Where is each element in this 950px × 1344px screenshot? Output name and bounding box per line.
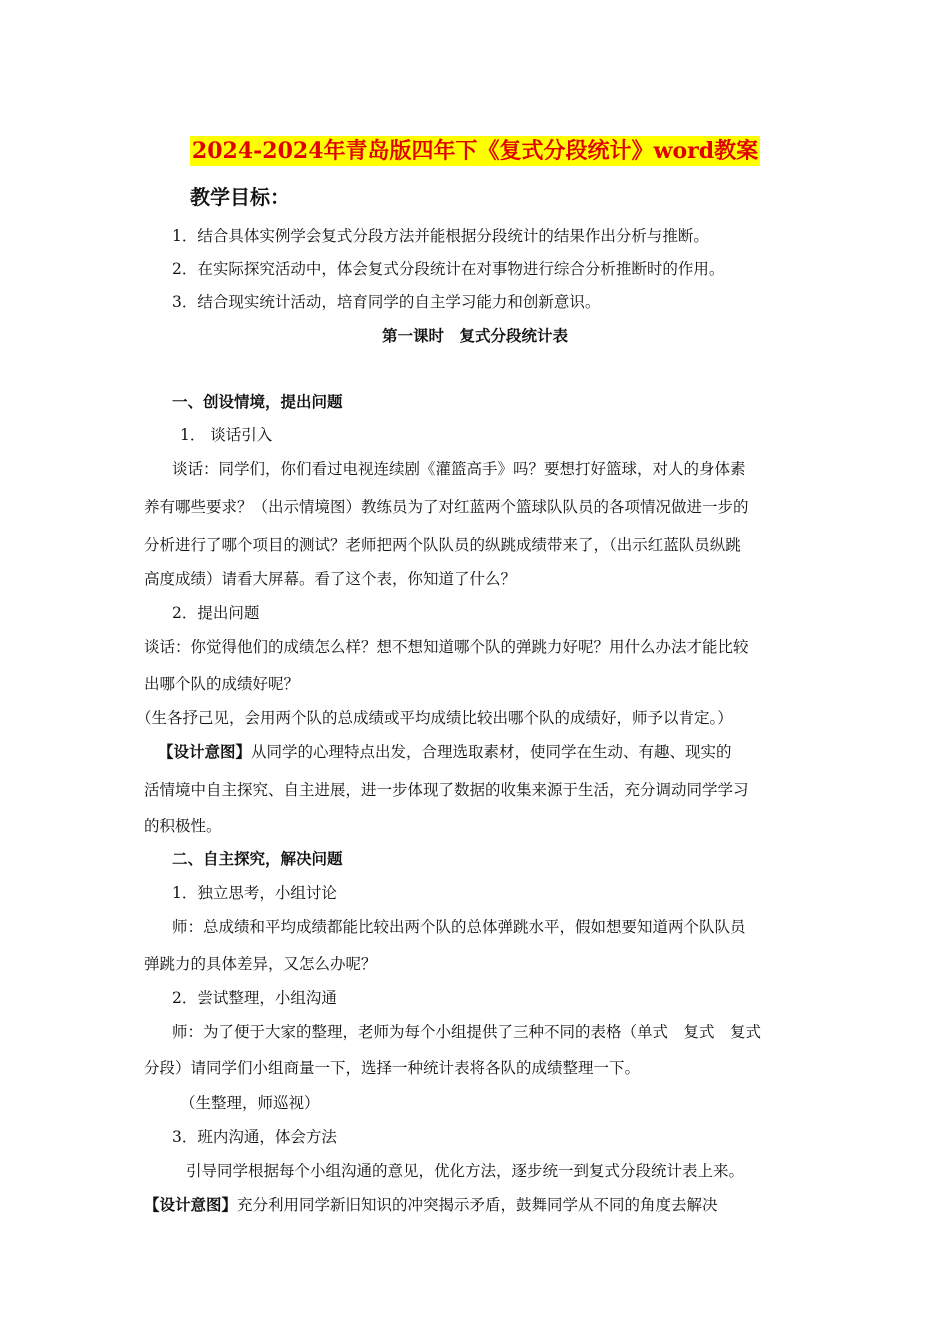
section1-para2-line1: 谈话：你觉得他们的成绩怎么样？想不想知道哪个队的弹跳力好呢？用什么办法才能比较 — [144, 638, 749, 656]
section1-sub1: 1． 谈话引入 — [180, 426, 273, 444]
objective-item-1: 1．结合具体实例学会复式分段方法并能根据分段统计的结果作出分析与推断。 — [172, 227, 709, 245]
section2-para1-line1: 师：总成绩和平均成绩都能比较出两个队的总体弹跳水平，假如想要知道两个队队员 — [172, 918, 746, 936]
section1-design-line1 — [158, 741, 732, 763]
section2-para2-line1: 师：为了便于大家的整理，老师为每个小组提供了三种不同的表格（单式 复式 复式 — [172, 1023, 762, 1041]
objective-item-3: 3．结合现实统计活动，培育同学的自主学习能力和创新意识。 — [172, 293, 601, 311]
section1-note: （生各抒己见，会用两个队的总成绩或平均成绩比较出哪个队的成绩好，师予以肯定。） — [136, 709, 733, 727]
section2-sub3: 3．班内沟通，体会方法 — [172, 1128, 337, 1146]
lesson-title: 第一课时 复式分段统计表 — [381, 326, 568, 345]
document-title: 2024-2024年青岛版四年下《复式分段统计》word教案 — [191, 138, 759, 164]
objectives-heading: 教学目标： — [190, 185, 290, 209]
section2-para1-line2: 弹跳力的具体差异，又怎么办呢？ — [144, 955, 377, 973]
document-title-row — [0, 136, 950, 166]
section2-para3: 引导同学根据每个小组沟通的意见，优化方法，逐步统一到复式分段统计表上来。 — [186, 1162, 745, 1180]
section1-para2-line2: 出哪个队的成绩好呢？ — [144, 675, 300, 693]
section1-para1-line2: 养有哪些要求？（出示情境图）教练员为了对红蓝两个篮球队队员的各项情况做进一步的 — [144, 498, 749, 516]
section2-sub1: 1．独立思考，小组讨论 — [172, 884, 337, 902]
section1-sub2: 2．提出问题 — [172, 604, 260, 622]
objective-item-2: 2．在实际探究活动中，体会复式分段统计在对事物进行综合分析推断时的作用。 — [172, 260, 725, 278]
section2-sub2: 2．尝试整理，小组沟通 — [172, 989, 337, 1007]
section2-para2-line2: 分段）请同学们小组商量一下，选择一种统计表将各队的成绩整理一下。 — [144, 1059, 641, 1077]
section1-para1-line3: 分析进行了哪个项目的测试？老师把两个队队员的纵跳成绩带来了，（出示红蓝队员纵跳 — [144, 536, 741, 554]
section1-para1-line4: 高度成绩）请看大屏幕。看了这个表，你知道了什么？ — [144, 570, 517, 588]
design-intent-label-2: 【设计意图】 — [144, 1195, 238, 1214]
section1-design-line3: 的积极性。 — [144, 817, 222, 835]
section1-para1-line1: 谈话：同学们，你们看过电视连续剧《灌篮高手》吗？要想打好篮球，对人的身体素 — [172, 460, 746, 478]
section1-design-line2: 活情境中自主探究、自主进展，进一步体现了数据的收集来源于生活，充分调动同学学习 — [144, 781, 749, 799]
section2-design-line1 — [144, 1194, 718, 1216]
design-intent-text-2: 充分利用同学新旧知识的冲突揭示矛盾，鼓舞同学从不同的角度去解决 — [237, 1196, 718, 1214]
section2-note: （生整理，师巡视） — [180, 1094, 320, 1112]
section2-heading: 二、自主探究，解决问题 — [172, 849, 343, 868]
section1-heading: 一、创设情境，提出问题 — [172, 392, 343, 411]
design-intent-text: 从同学的心理特点出发，合理选取素材，使同学在生动、有趣、现实的 — [251, 743, 732, 761]
design-intent-label: 【设计意图】 — [158, 742, 252, 761]
